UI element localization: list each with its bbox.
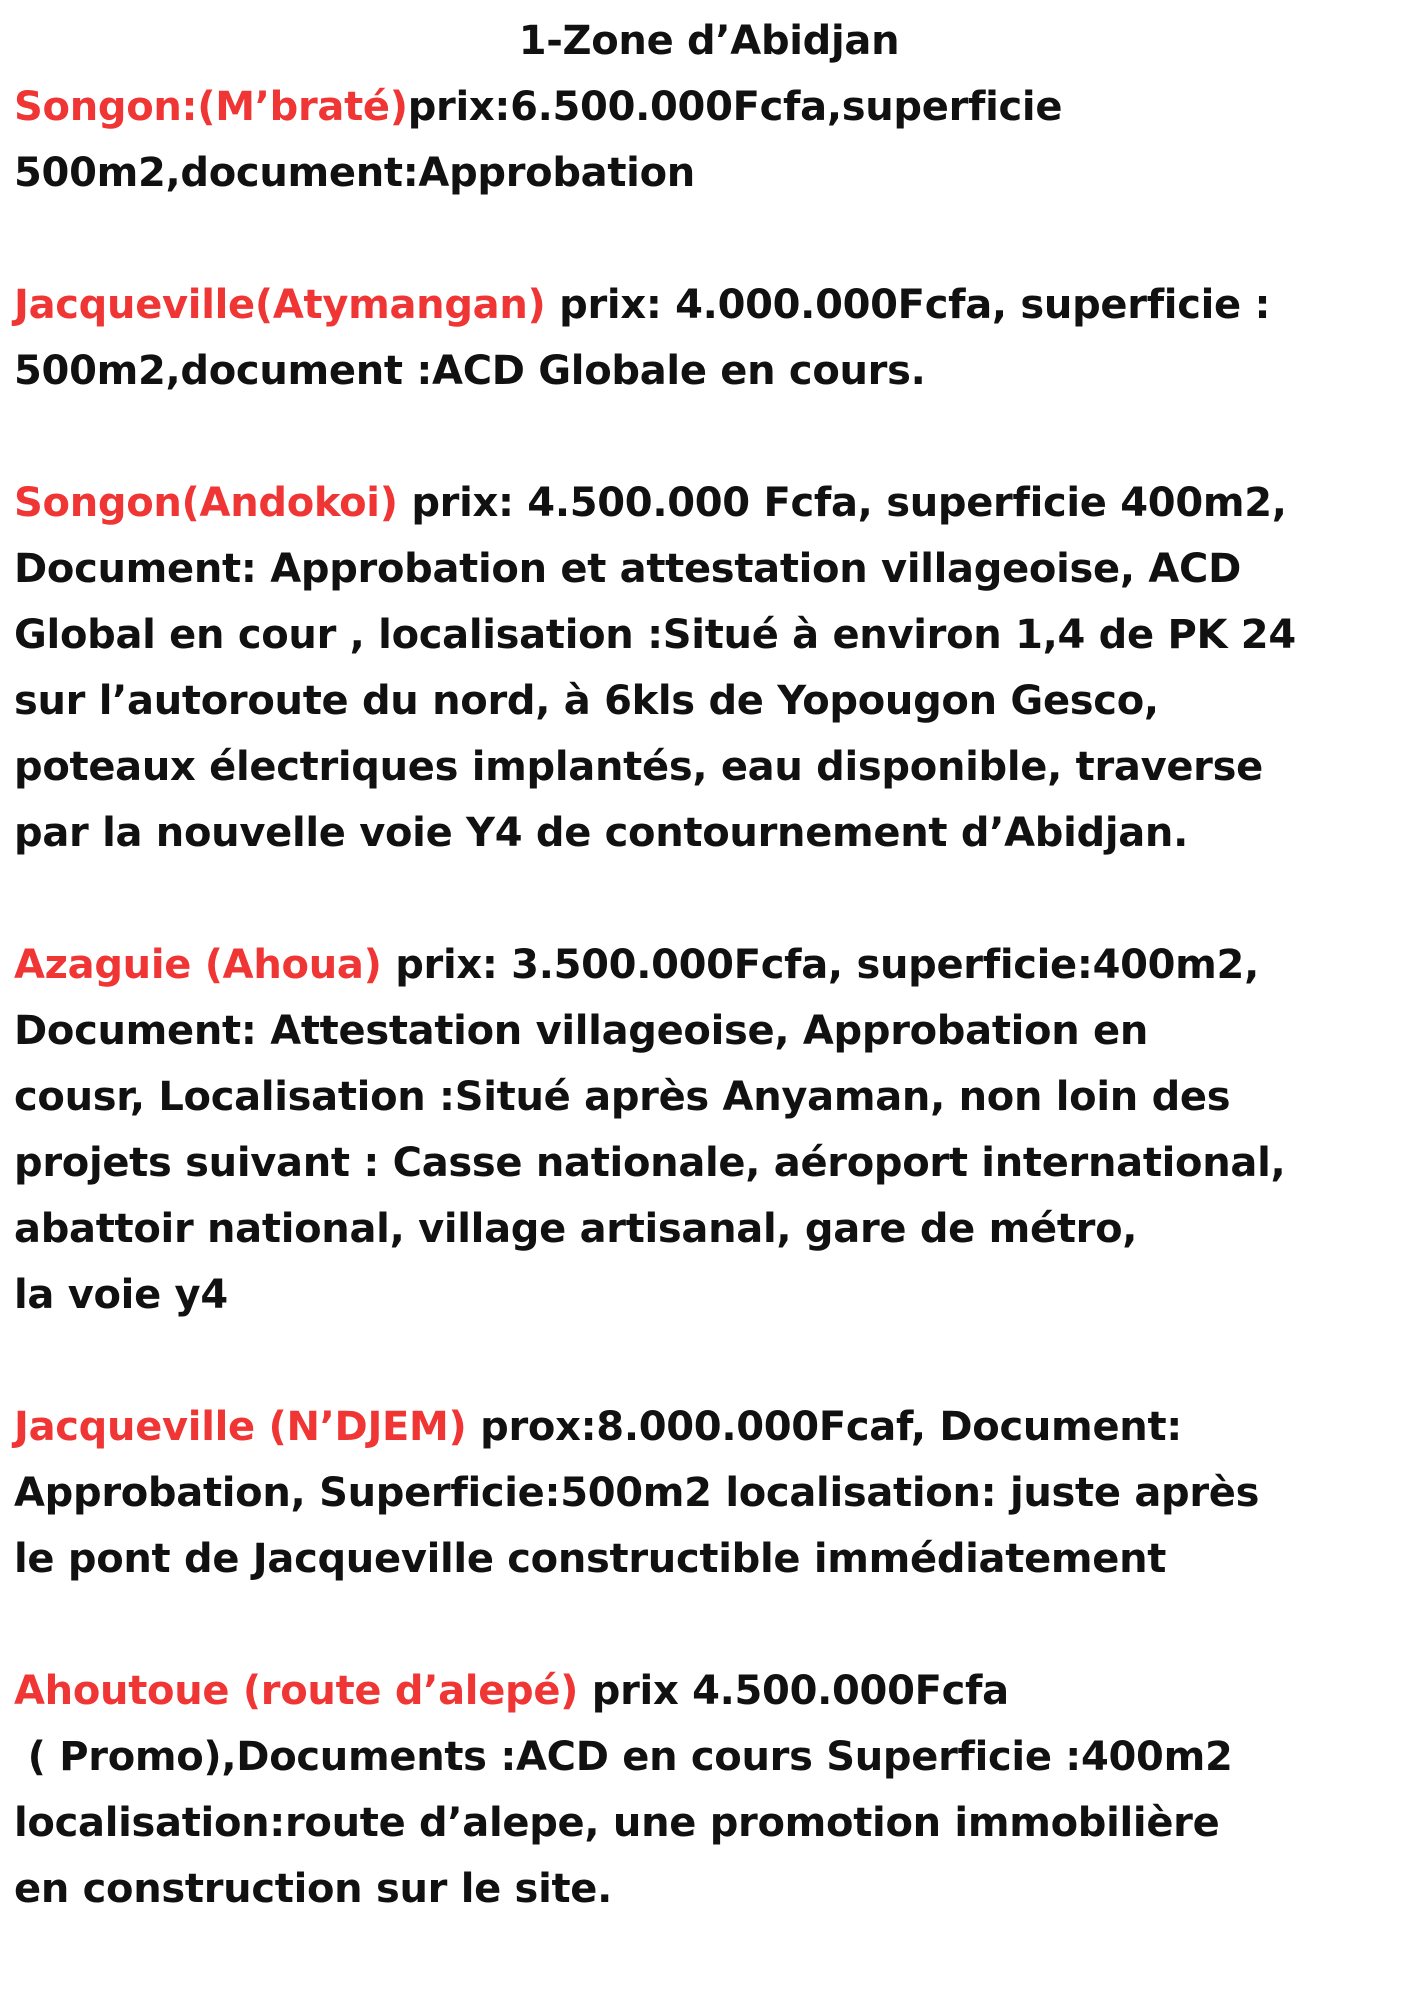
listing-line [14, 1064, 1404, 1130]
listing-text: prix: 4.500.000 Fcfa, superficie 400m2, [397, 480, 1287, 526]
listing-line [14, 998, 1404, 1064]
listing-line [14, 1790, 1404, 1856]
listing-line [14, 1196, 1404, 1262]
listing-line [14, 74, 1404, 140]
listing-entry [14, 1658, 1404, 1922]
listing-line [14, 1262, 1404, 1328]
listing-text: poteaux électriques implantés, eau disponible, traverse [14, 744, 1263, 790]
listing-line [14, 1394, 1404, 1460]
listing-location: Jacqueville(Atymangan) [14, 282, 546, 328]
listing-text: prix 4.500.000Fcfa [578, 1668, 1009, 1714]
listing-line [14, 1130, 1404, 1196]
listing-line [14, 470, 1404, 536]
listing-text: cousr, Localisation :Situé après Anyaman, non loin des [14, 1074, 1231, 1120]
listing-entry [14, 470, 1404, 866]
listing-text: prix:6.500.000Fcfa,superficie [407, 84, 1063, 130]
listing-text: Document: Approbation et attestation villageoise, ACD [14, 546, 1241, 592]
listing-text: prox:8.000.000Fcaf, Document: [466, 1404, 1182, 1450]
listing-text: Global en cour , localisation :Situé à environ 1,4 de PK 24 [14, 612, 1296, 658]
listing-line [14, 140, 1404, 206]
page-title: 1-Zone d’Abidjan [518, 18, 900, 64]
listing-line [14, 1658, 1404, 1724]
listing-line [14, 272, 1404, 338]
listing-location: Ahoutoue (route d’alepé) [14, 1668, 579, 1714]
listing-line [14, 932, 1404, 998]
listing-entry [14, 74, 1404, 206]
listing-line [14, 1460, 1404, 1526]
listing-text: abattoir national, village artisanal, gare de métro, [14, 1206, 1138, 1252]
listing-list [14, 74, 1404, 1922]
listing-text: localisation:route d’alepe, une promotion immobilière [14, 1800, 1220, 1846]
listing-text: prix: 3.500.000Fcfa, superficie:400m2, [381, 942, 1259, 988]
listing-line [14, 734, 1404, 800]
listing-text: prix: 4.000.000Fcfa, superficie : [545, 282, 1271, 328]
listing-text: en construction sur le site. [14, 1866, 613, 1912]
listing-text: Document: Attestation villageoise, Approbation en [14, 1008, 1149, 1054]
listing-line [14, 602, 1404, 668]
document-page [14, 8, 1404, 1988]
listing-line [14, 1526, 1404, 1592]
listing-text: 500m2,document :ACD Globale en cours. [14, 348, 926, 394]
listing-text: ( Promo),Documents :ACD en cours Superficie :400m2 [14, 1734, 1233, 1780]
listing-location: Jacqueville (N’DJEM) [14, 1404, 467, 1450]
listing-line [14, 668, 1404, 734]
listing-text: Approbation, Superficie:500m2 localisation: juste après [14, 1470, 1260, 1516]
listing-location: Songon(Andokoi) [14, 480, 398, 526]
listing-text: sur l’autoroute du nord, à 6kls de Yopougon Gesco, [14, 678, 1159, 724]
listing-location: Songon:(M’braté) [14, 84, 408, 130]
listing-text: par la nouvelle voie Y4 de contournement d’Abidjan. [14, 810, 1188, 856]
listing-text: projets suivant : Casse nationale, aéroport international, [14, 1140, 1286, 1186]
listing-text: le pont de Jacqueville constructible immédiatement [14, 1536, 1167, 1582]
listing-location: Azaguie (Ahoua) [14, 942, 382, 988]
listing-entry [14, 1394, 1404, 1592]
listing-text: 500m2,document:Approbation [14, 150, 695, 196]
listing-text: la voie y4 [14, 1272, 228, 1318]
listing-line [14, 1856, 1404, 1922]
listing-line [14, 536, 1404, 602]
listing-line [14, 800, 1404, 866]
listing-entry [14, 272, 1404, 404]
listing-line [14, 338, 1404, 404]
listing-entry [14, 932, 1404, 1328]
listing-line [14, 1724, 1404, 1790]
